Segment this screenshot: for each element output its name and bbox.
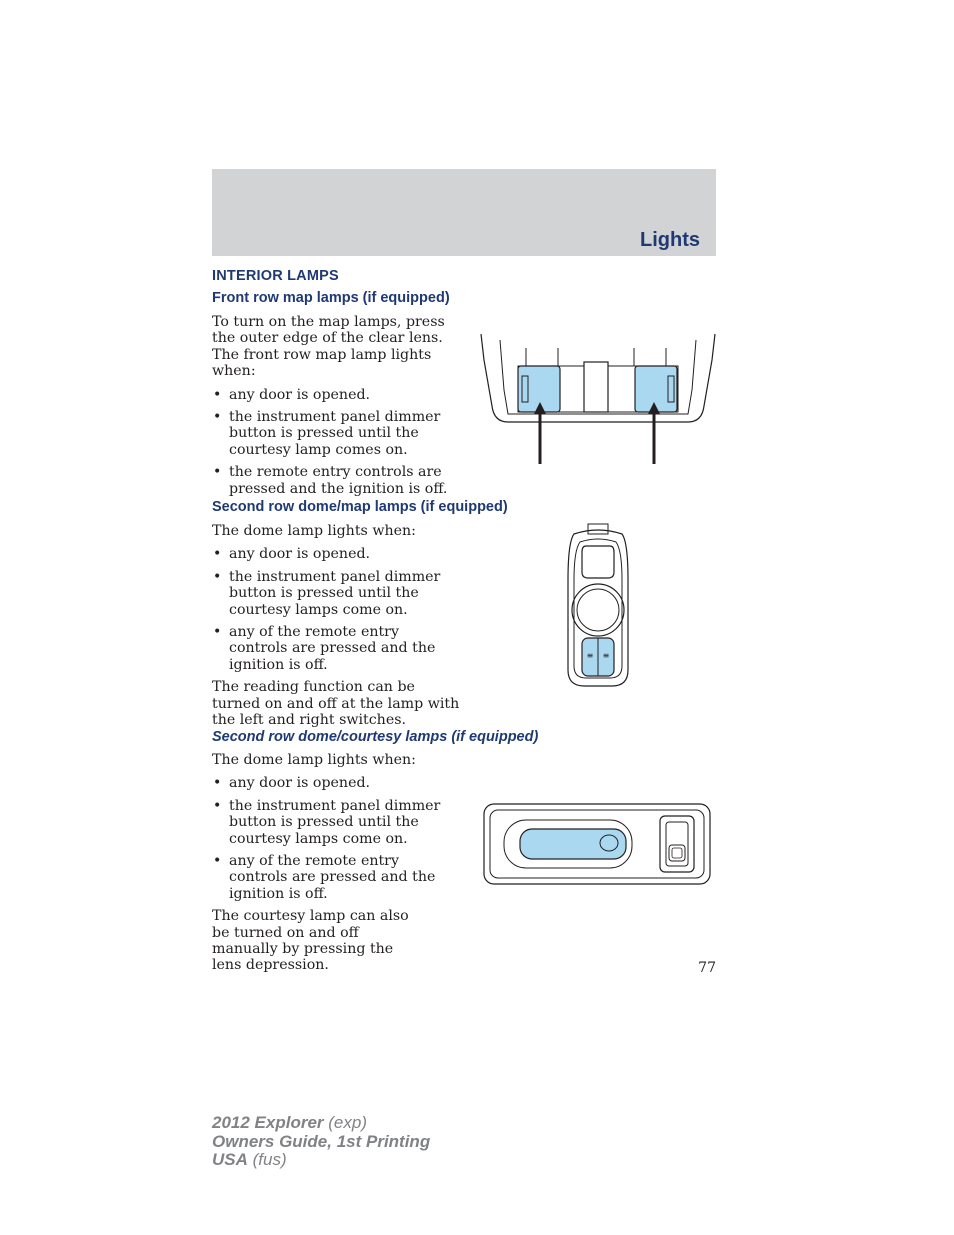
footer-guide: Owners Guide, 1st Printing bbox=[212, 1131, 431, 1151]
page-number: 77 bbox=[698, 960, 716, 976]
courtesy-lens bbox=[520, 829, 626, 859]
footer-model-code: (exp) bbox=[328, 1113, 367, 1132]
list-item: • any of the remote entry controls are pressed and the ignition is off. bbox=[212, 624, 457, 673]
front-row-bullets bbox=[212, 387, 452, 497]
svg-text:≡: ≡ bbox=[586, 651, 594, 660]
front-row-text bbox=[212, 314, 472, 503]
footer-market-code: (fus) bbox=[252, 1150, 287, 1169]
second-row-map-outro: The reading function can be turned on and off at the lamp with the left and right switches. bbox=[212, 679, 460, 729]
list-item: • any of the remote entry controls are pressed and the ignition is off. bbox=[212, 853, 457, 902]
second-row-courtesy-outro: The courtesy lamp can also be turned on and off manually by pressing the lens depression. bbox=[212, 908, 409, 974]
list-item: • the remote entry controls are pressed and the ignition is off. bbox=[212, 464, 452, 497]
footer-market: USA bbox=[212, 1150, 248, 1169]
list-item: • the instrument panel dimmer button is pressed until the courtesy lamps come on. bbox=[212, 569, 457, 618]
right-map-lens bbox=[635, 366, 677, 412]
second-row-courtesy-bullets bbox=[212, 775, 457, 902]
front-row-heading: Front row map lamps (if equipped) bbox=[212, 290, 450, 306]
footer bbox=[212, 1114, 430, 1170]
dome-map-lamp-illustration bbox=[562, 520, 634, 690]
list-item: • any door is opened. bbox=[212, 775, 457, 791]
second-row-map-text bbox=[212, 523, 462, 728]
courtesy-lamp-illustration bbox=[482, 802, 714, 888]
section-header bbox=[212, 169, 716, 256]
second-row-courtesy-intro: The dome lamp lights when: bbox=[212, 752, 416, 768]
second-row-courtesy-heading: Second row dome/courtesy lamps (if equipped) bbox=[212, 729, 539, 745]
second-row-map-bullets bbox=[212, 546, 457, 673]
footer-model: 2012 Explorer bbox=[212, 1113, 324, 1132]
front-row-intro: To turn on the map lamps, press the outer edge of the clear lens. The front row map lamp lights when: bbox=[212, 314, 445, 380]
svg-text:≡: ≡ bbox=[602, 651, 610, 660]
front-map-lamp-illustration bbox=[478, 330, 718, 466]
second-row-map-heading: Second row dome/map lamps (if equipped) bbox=[212, 499, 508, 515]
second-row-courtesy-text bbox=[212, 752, 462, 974]
list-item: • any door is opened. bbox=[212, 546, 457, 562]
list-item: • any door is opened. bbox=[212, 387, 452, 403]
list-item: • the instrument panel dimmer button is pressed until the courtesy lamp comes on. bbox=[212, 409, 452, 458]
list-item: • the instrument panel dimmer button is pressed until the courtesy lamps come on. bbox=[212, 798, 457, 847]
second-row-map-intro: The dome lamp lights when: bbox=[212, 523, 416, 539]
section-title: Lights bbox=[640, 229, 700, 251]
interior-lamps-heading: INTERIOR LAMPS bbox=[212, 268, 339, 284]
